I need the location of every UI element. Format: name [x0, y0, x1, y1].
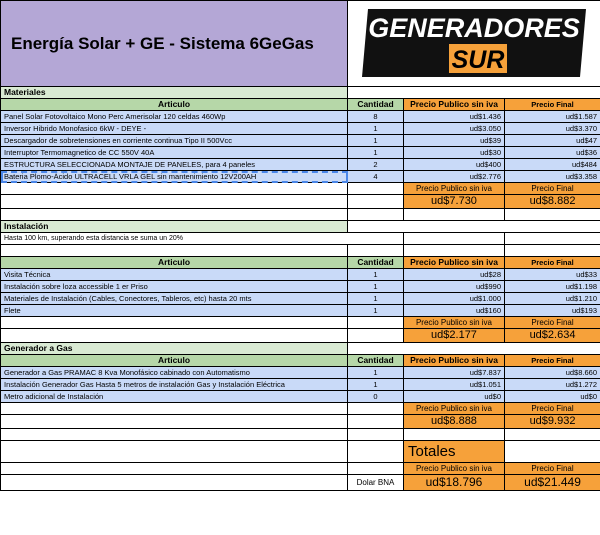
cell-publico[interactable]: ud$28: [404, 269, 505, 281]
table-row[interactable]: ESTRUCTURA SELECCIONADA MONTAJE DE PANELES, para 4 paneles: [1, 159, 348, 171]
header-articulo[interactable]: Articulo: [1, 355, 348, 367]
total-publico[interactable]: ud$18.796: [404, 475, 505, 491]
cell-cantidad[interactable]: 4: [348, 171, 404, 183]
cell-final[interactable]: ud$33: [505, 269, 600, 281]
cell-final[interactable]: ud$1.210: [505, 293, 600, 305]
table-row[interactable]: Generador a Gas PRAMAC 8 Kva Monofásico cabinado con Automatismo: [1, 367, 348, 379]
table-row[interactable]: Interruptor Termomagnetico de CC 550V 40A: [1, 147, 348, 159]
cell-final[interactable]: ud$36: [505, 147, 600, 159]
subtotal-publico[interactable]: ud$2.177: [404, 329, 505, 343]
section-generador[interactable]: Generador a Gas: [1, 343, 348, 355]
table-row[interactable]: Materiales de Instalación (Cables, Conectores, Tableros, etc) hasta 20 mts: [1, 293, 348, 305]
cell-cantidad[interactable]: 1: [348, 123, 404, 135]
cell-publico[interactable]: ud$30: [404, 147, 505, 159]
cell-cantidad[interactable]: 1: [348, 135, 404, 147]
cell-cantidad[interactable]: 0: [348, 391, 404, 403]
cell-cantidad[interactable]: 1: [348, 379, 404, 391]
cell-final[interactable]: ud$47: [505, 135, 600, 147]
cell-publico[interactable]: ud$160: [404, 305, 505, 317]
cell-cantidad[interactable]: 8: [348, 111, 404, 123]
cell-publico[interactable]: ud$7.837: [404, 367, 505, 379]
cell-cantidad[interactable]: 1: [348, 281, 404, 293]
cell-cantidad[interactable]: 1: [348, 305, 404, 317]
section-instalacion[interactable]: Instalación: [1, 221, 348, 233]
header-cantidad[interactable]: Cantidad: [348, 355, 404, 367]
cell-cantidad[interactable]: 1: [348, 147, 404, 159]
cell-final[interactable]: ud$1.587: [505, 111, 600, 123]
table-row[interactable]: Inversor Hibrido Monofasico 6kW - DEYE -: [1, 123, 348, 135]
subtotal-publico[interactable]: ud$8.888: [404, 415, 505, 429]
cell-publico[interactable]: ud$400: [404, 159, 505, 171]
subtotal-final-label[interactable]: Precio Final: [505, 403, 600, 415]
cell-final[interactable]: ud$3.370: [505, 123, 600, 135]
cell-publico[interactable]: ud$2.776: [404, 171, 505, 183]
cell-cantidad[interactable]: 1: [348, 367, 404, 379]
cell-final[interactable]: ud$3.358: [505, 171, 600, 183]
total-final-label[interactable]: Precio Final: [505, 463, 600, 475]
subtotal-publico[interactable]: ud$7.730: [404, 195, 505, 209]
cell-cantidad[interactable]: 2: [348, 159, 404, 171]
totales-label[interactable]: Totales: [404, 441, 505, 463]
table-row[interactable]: Panel Solar Fotovoltaico Mono Perc Amerisolar 120 celdas 460Wp: [1, 111, 348, 123]
table-row-selected[interactable]: Bateria Plomo-Ácido ULTRACELL VRLA GEL sin mantenimiento 12V200AH: [1, 171, 348, 183]
logo-line2: SUR: [451, 46, 505, 74]
subtotal-final[interactable]: ud$9.932: [505, 415, 600, 429]
header-articulo[interactable]: Articulo: [1, 99, 348, 111]
cell-final[interactable]: ud$1.198: [505, 281, 600, 293]
cell-cantidad[interactable]: 1: [348, 293, 404, 305]
cell-publico[interactable]: ud$3.050: [404, 123, 505, 135]
cell-final[interactable]: ud$0: [505, 391, 600, 403]
header-precio-final[interactable]: Precio Final: [505, 99, 600, 111]
header-cantidad[interactable]: Cantidad: [348, 257, 404, 269]
header-precio-final[interactable]: Precio Final: [505, 257, 600, 269]
header-precio-publico[interactable]: Precio Publico sin iva: [404, 257, 505, 269]
subtotal-final[interactable]: ud$2.634: [505, 329, 600, 343]
subtotal-publico-label[interactable]: Precio Publico sin iva: [404, 317, 505, 329]
subtotal-final-label[interactable]: Precio Final: [505, 183, 600, 195]
dolar-label[interactable]: Dolar BNA: [348, 475, 404, 491]
cell-final[interactable]: ud$193: [505, 305, 600, 317]
subtotal-publico-label[interactable]: Precio Publico sin iva: [404, 403, 505, 415]
table-row[interactable]: Instalación sobre loza accessible 1 er Priso: [1, 281, 348, 293]
sheet-title[interactable]: Energía Solar + GE - Sistema 6GeGas: [1, 1, 348, 87]
header-articulo[interactable]: Articulo: [1, 257, 348, 269]
table-row[interactable]: Descargador de sobretensiones en corriente continua Tipo II 500Vcc: [1, 135, 348, 147]
table-row[interactable]: Visita Técnica: [1, 269, 348, 281]
logo-line1: GENERADORES: [368, 13, 580, 43]
cell-final[interactable]: ud$8.660: [505, 367, 600, 379]
cell-publico[interactable]: ud$990: [404, 281, 505, 293]
subtotal-final[interactable]: ud$8.882: [505, 195, 600, 209]
total-publico-label[interactable]: Precio Publico sin iva: [404, 463, 505, 475]
cell-final[interactable]: ud$1.272: [505, 379, 600, 391]
instalacion-note[interactable]: Hasta 100 km, superando esta distancia se suma un 20%: [1, 233, 404, 245]
header-precio-final[interactable]: Precio Final: [505, 355, 600, 367]
header-precio-publico[interactable]: Precio Publico sin iva: [404, 355, 505, 367]
cell-publico[interactable]: ud$1.051: [404, 379, 505, 391]
cell-publico[interactable]: ud$39: [404, 135, 505, 147]
cell-publico[interactable]: ud$0: [404, 391, 505, 403]
brand-logo: [348, 1, 600, 87]
header-cantidad[interactable]: Cantidad: [348, 99, 404, 111]
table-row[interactable]: Instalación Generador Gas Hasta 5 metros de instalación Gas y Instalación Eléctrica: [1, 379, 348, 391]
header-precio-publico[interactable]: Precio Publico sin iva: [404, 99, 505, 111]
cell-final[interactable]: ud$484: [505, 159, 600, 171]
cell-publico[interactable]: ud$1.000: [404, 293, 505, 305]
total-final[interactable]: ud$21.449: [505, 475, 600, 491]
section-materiales[interactable]: Materiales: [1, 87, 348, 99]
cell-cantidad[interactable]: 1: [348, 269, 404, 281]
cell-publico[interactable]: ud$1.436: [404, 111, 505, 123]
generadores-sur-logo: [354, 3, 594, 81]
table-row[interactable]: Flete: [1, 305, 348, 317]
table-row[interactable]: Metro adicional de Instalación: [1, 391, 348, 403]
subtotal-final-label[interactable]: Precio Final: [505, 317, 600, 329]
subtotal-publico-label[interactable]: Precio Publico sin iva: [404, 183, 505, 195]
